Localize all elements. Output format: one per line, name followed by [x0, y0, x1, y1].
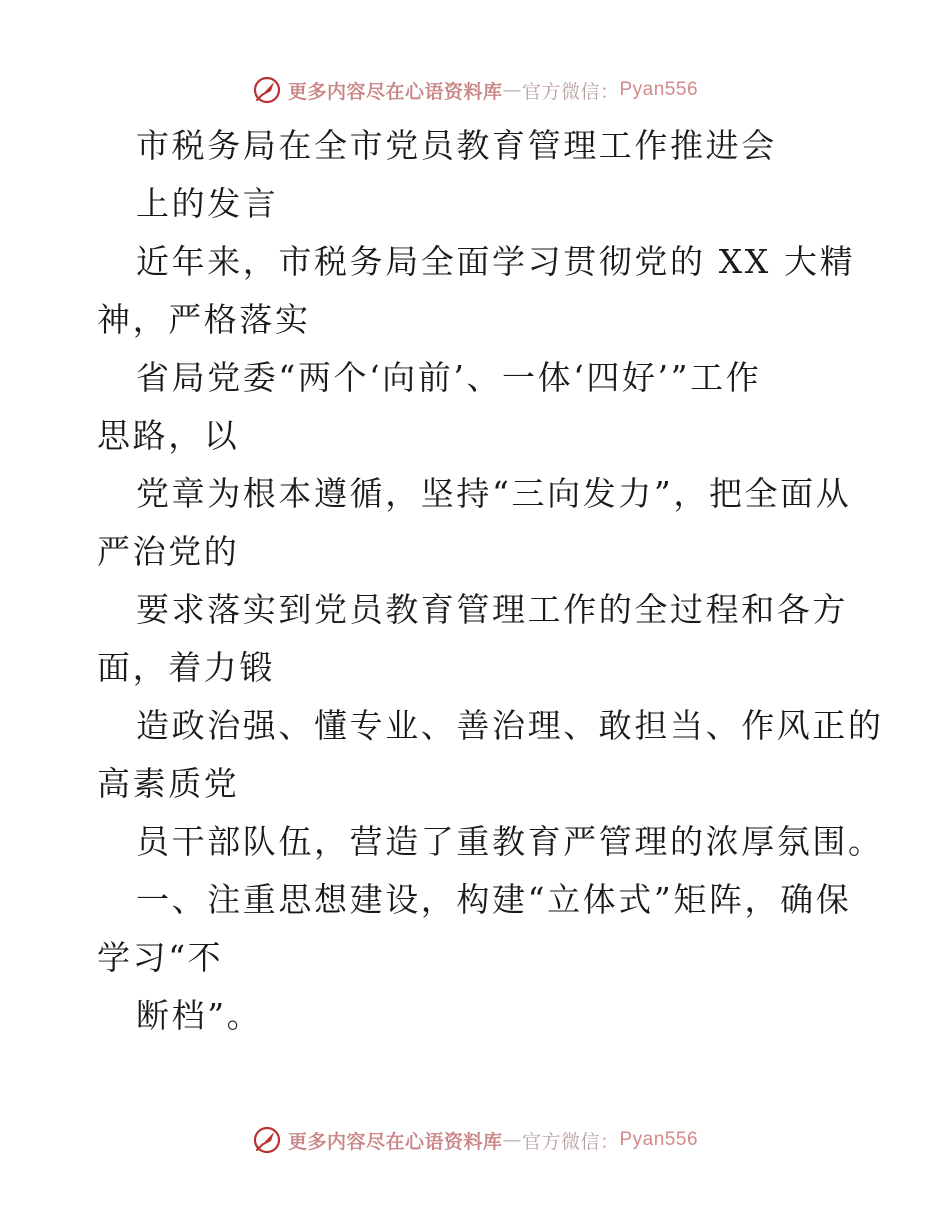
text-line: 断档”。: [136, 996, 263, 1035]
watermark-account: Pyan556: [619, 79, 699, 100]
watermark-account: Pyan556: [619, 1129, 699, 1150]
text-line: 市税务局在全市党员教育管理工作推进会: [136, 126, 777, 165]
header-watermark: [0, 70, 950, 110]
text-line: 高素质党: [97, 764, 240, 803]
text-line: 思路，以: [97, 416, 240, 455]
text-line: 上的发言: [136, 184, 279, 223]
watermark-brand: 更多内容尽在心语资料库: [287, 80, 503, 103]
text-line: 党章为根本遵循，坚持“三向发力”，把全面从: [136, 474, 852, 513]
footer-watermark: [0, 1120, 950, 1160]
text-line: 省局党委“两个‘向前’、一体‘四好’”工作: [136, 358, 762, 397]
text-line: 严治党的: [97, 532, 240, 571]
quill-pen-logo-icon: [252, 1125, 282, 1155]
text-line: 要求落实到党员教育管理工作的全过程和各方: [136, 590, 848, 629]
watermark-brand: 更多内容尽在心语资料库: [287, 1130, 503, 1153]
watermark-label: 官方微信：: [521, 80, 620, 103]
text-line: 神，严格落实: [97, 300, 311, 339]
quill-pen-logo-icon: [252, 75, 282, 105]
text-line: 员干部队伍，营造了重教育严管理的浓厚氛围。: [136, 822, 884, 861]
text-line: 学习“不: [97, 938, 224, 977]
watermark-dash: —: [502, 1129, 522, 1151]
text-line: 一、注重思想建设，构建“立体式”矩阵，确保: [136, 880, 852, 919]
text-line: 面，着力锻: [97, 648, 275, 687]
text-line: 造政治强、懂专业、善治理、敢担当、作风正的: [136, 706, 884, 745]
text-line: 近年来，市税务局全面学习贯彻党的 XX 大精: [136, 242, 856, 281]
watermark-dash: —: [502, 79, 522, 101]
watermark-label: 官方微信：: [521, 1130, 620, 1153]
